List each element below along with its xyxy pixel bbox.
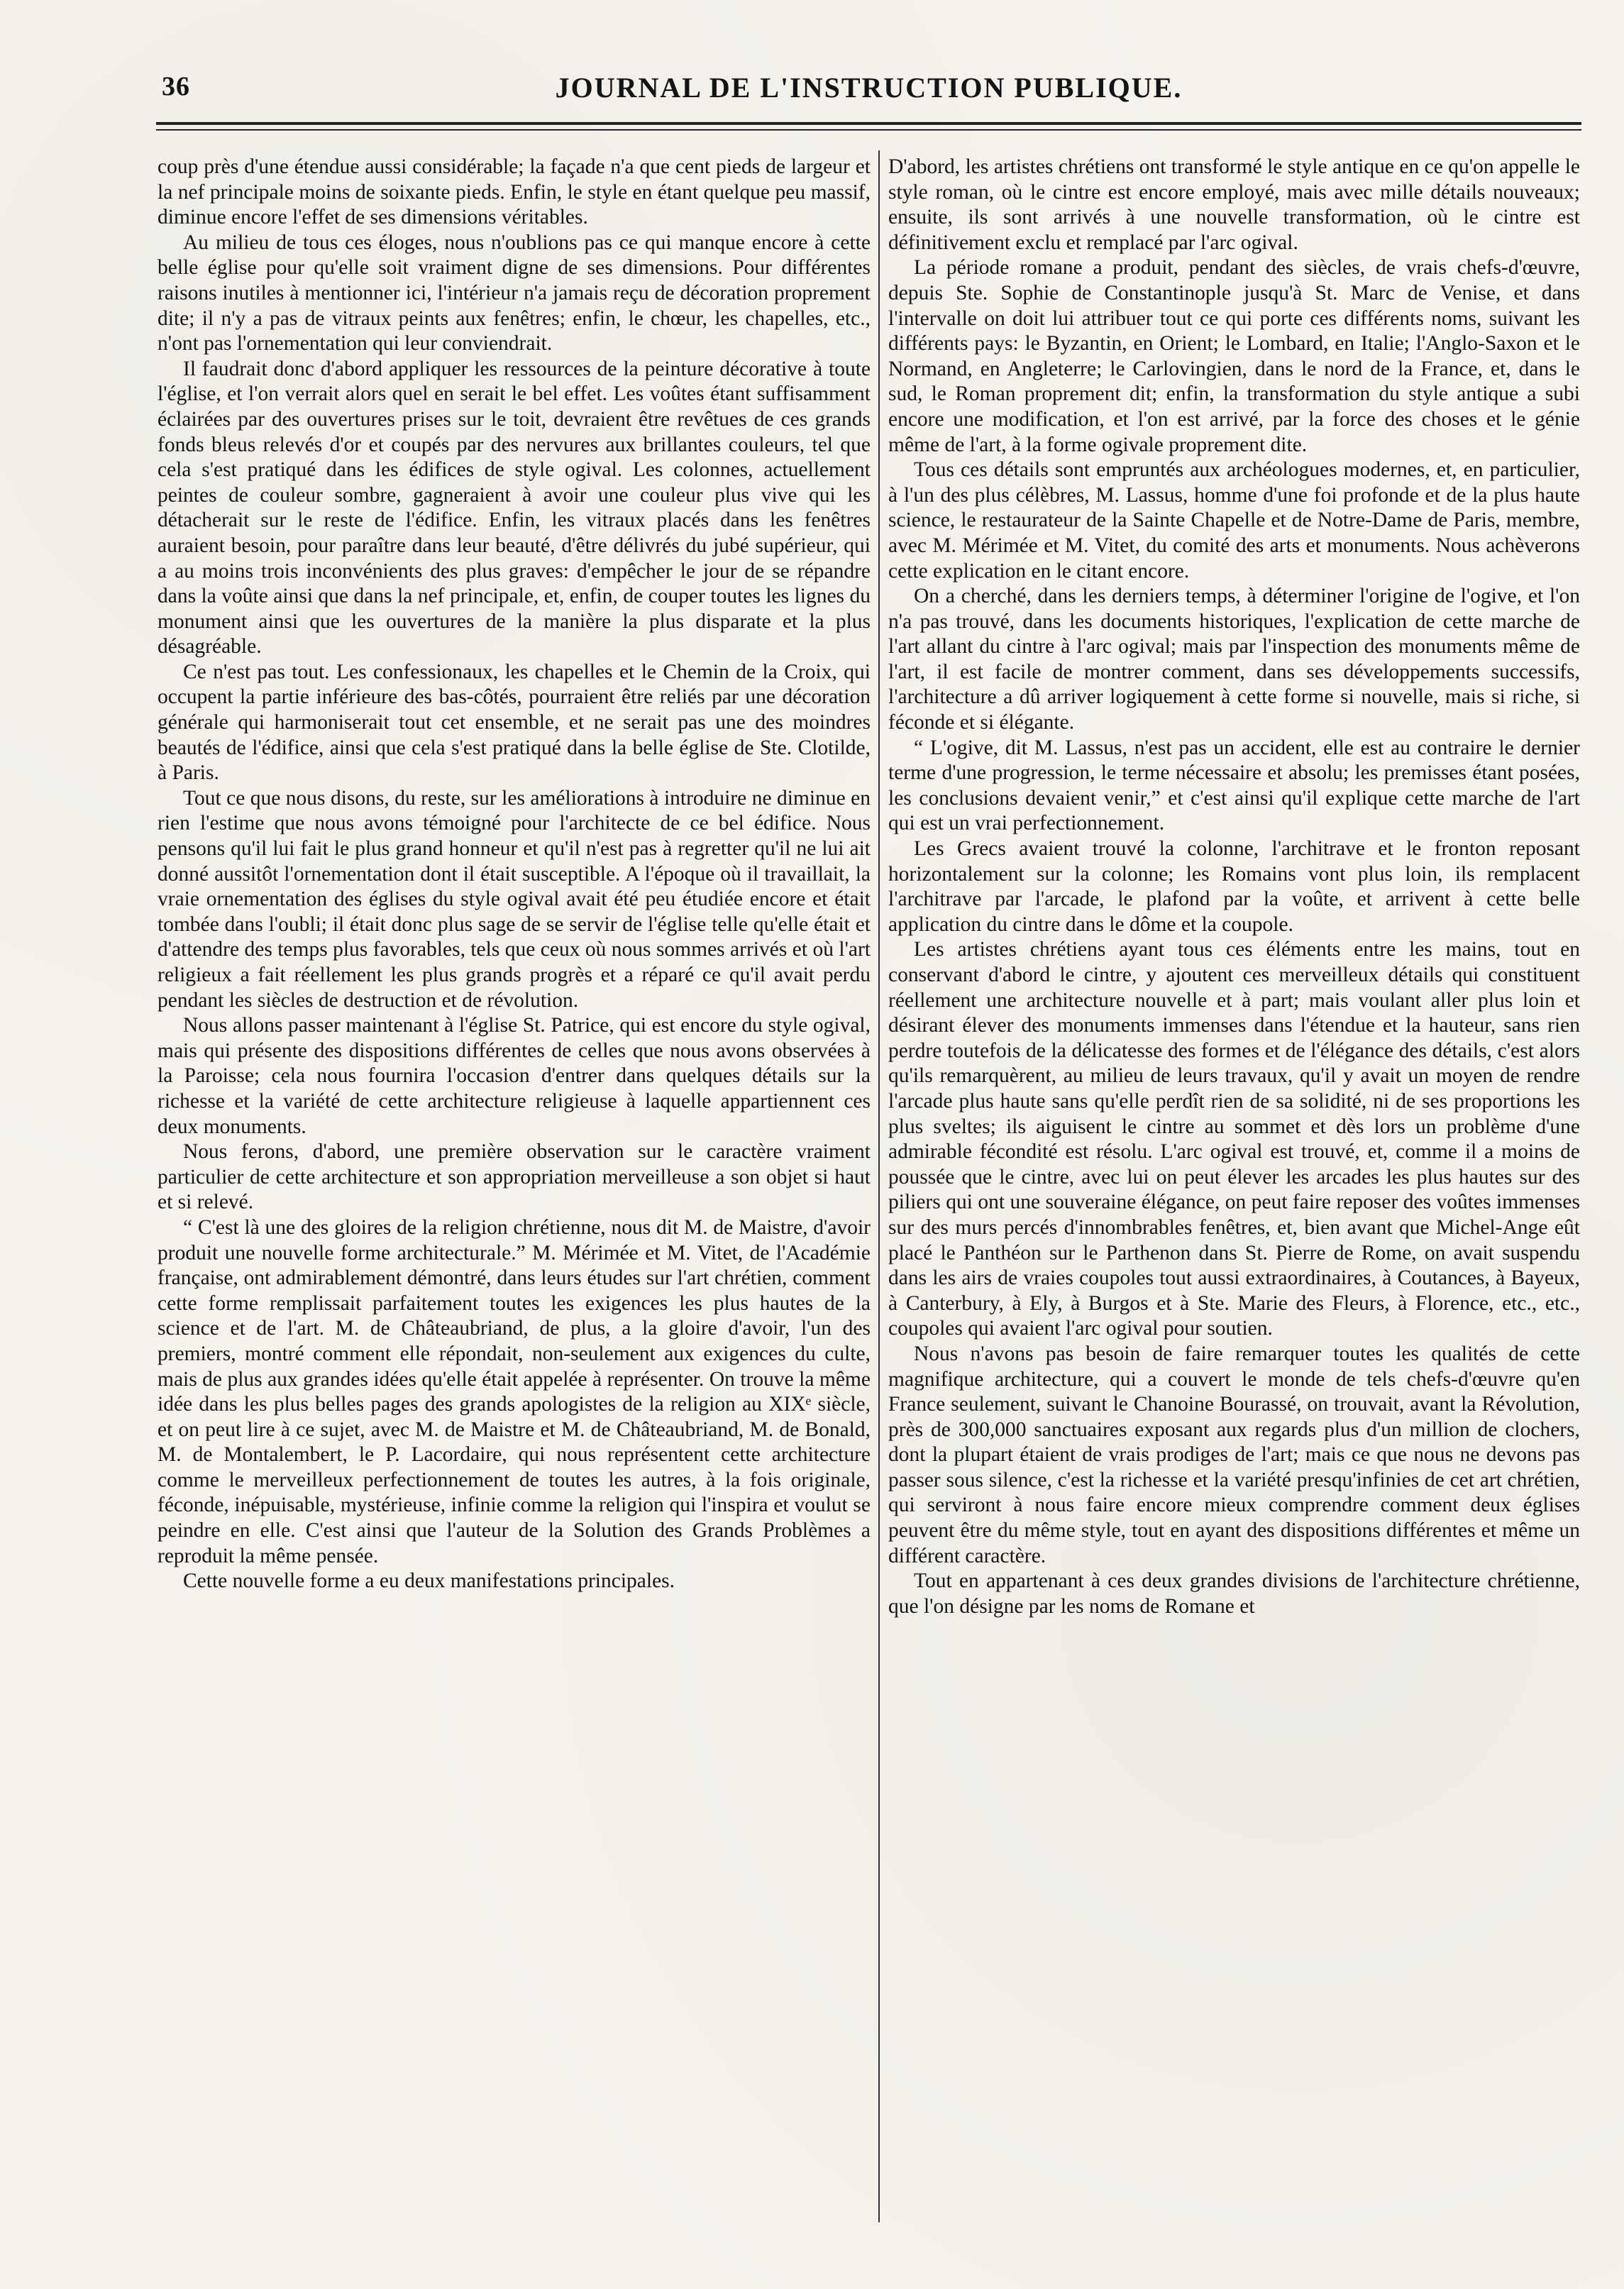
paragraph: Les Grecs avaient trouvé la colonne, l'architrave et le fronton reposant horizontalement sur la colonne; les Romains vont plus loin, ils remplacent l'architrave par l'arcade, le plafond par la voûte, et arrivent à cette belle application du cintre dans le dôme et la coupole. xyxy=(888,837,1580,936)
paragraph: D'abord, les artistes chrétiens ont transformé le style antique en ce qu'on appelle le style roman, où le cintre est encore employé, mais avec mille détails nouveaux; ensuite, ils sont arrivés à une nouvelle transformation, où le cintre est définitivement exclu et remplacé par l'arc ogival. xyxy=(888,155,1580,254)
left-column xyxy=(158,155,871,2248)
paragraph: “ C'est là une des gloires de la religion chrétienne, nous dit M. de Maistre, d'avoir produit une nouvelle forme architecturale.” M. Mérimée et M. Vitet, de l'Académie française, ont admirablement démontré, dans leurs études sur l'art chrétien, comment cette forme remplissait parfaitement toutes les exigences les plus hautes de la science et de l'art. M. de Châteaubriand, de plus, a la gloire d'avoir, l'un des premiers, montré comment elle répondait, non-seulement aux exigences du culte, mais de plus aux grandes idées qu'elle était appelée à représenter. On trouve la même idée dans les plus belles pages des grands apologistes de la religion au XIXᵉ siècle, et on peut lire à ce sujet, avec M. de Maistre et M. de Châteaubriand, M. de Bonald, M. de Montalembert, le P. Lacordaire, qui nous représentent cette architecture comme le merveilleux perfectionnement de toutes les autres, à la fois originale, féconde, inépuisable, mystérieuse, infinie comme la religion qui l'inspira et voulut se peindre en elle. C'est ainsi que l'auteur de la Solution des Grands Problèmes a reproduit la même pensée. xyxy=(158,1215,871,1567)
right-column xyxy=(888,155,1580,2248)
page-header xyxy=(156,71,1581,114)
page-number: 36 xyxy=(162,72,190,101)
paragraph: Nous n'avons pas besoin de faire remarquer toutes les qualités de cette magnifique architecture, qui a couvert le monde de tels chefs-d'œuvre qu'en France seulement, suivant le Chanoine Bourassé, on trouvait, avant la Révolution, près de 300,000 sanctuaires exposant aux regards plus d'un million de clochers, dont la plupart étaient de vrais prodiges de l'art; mais ce que nous ne devons pas passer sous silence, c'est la richesse et la variété presqu'infinies de cet art chrétien, qui serviront à nous faire encore mieux comprendre comment deux églises peuvent être du même style, tout en ayant des dispositions différentes et même un différent caractère. xyxy=(888,1342,1580,1567)
paragraph: Tous ces détails sont empruntés aux archéologues modernes, et, en particulier, à l'un des plus célèbres, M. Lassus, homme d'une foi profonde et de la plus haute science, le restaurateur de la Sainte Chapelle et de Notre-Dame de Paris, membre, avec M. Mérimée et M. Vitet, du comité des arts et monuments. Nous achèverons cette explication en le citant encore. xyxy=(888,458,1580,583)
header-rule xyxy=(156,122,1581,125)
paragraph: Ce n'est pas tout. Les confessionaux, les chapelles et le Chemin de la Croix, qui occupent la partie inférieure des bas-côtés, pourraient être reliés par une décoration générale qui harmoniserait tout cet ensemble, et ne serait pas une des moindres beautés de l'édifice, ainsi que cela s'est pratiqué dans la belle église de Ste. Clotilde, à Paris. xyxy=(158,660,871,785)
paragraph: On a cherché, dans les derniers temps, à déterminer l'origine de l'ogive, et l'on n'a pas trouvé, dans les documents historiques, l'explication de cette marche de l'art allant du cintre à l'arc ogival; mais par l'inspection des monuments même de l'art, il est facile de montrer comment, dans ses développements successifs, l'architecture a dû arriver logiquement à cette forme si nouvelle, mais si riche, si féconde et si élégante. xyxy=(888,585,1580,734)
running-title: JOURNAL DE L'INSTRUCTION PUBLIQUE. xyxy=(555,72,1183,104)
paragraph: Tout en appartenant à ces deux grandes divisions de l'architecture chrétienne, que l'on désigne par les noms de Romane et xyxy=(888,1570,1580,1618)
paragraph: Au milieu de tous ces éloges, nous n'oublions pas ce qui manque encore à cette belle église pour qu'elle soit vraiment digne de ses dimensions. Pour différentes raisons inutiles à mentionner ici, l'intérieur n'a jamais reçu de décoration proprement dite; il n'y a pas de vitraux peints aux fenêtres; enfin, le chœur, les chapelles, etc., n'ont pas l'ornementation qui leur conviendrait. xyxy=(158,231,871,355)
paragraph: Il faudrait donc d'abord appliquer les ressources de la peinture décorative à toute l'église, et l'on verrait alors quel en serait le bel effet. Les voûtes étant suffisamment éclairées par des ouvertures prises sur le toit, devraient être revêtues de ces grands fonds bleus relevés d'or et coupés par des nervures aux brillantes couleurs, tel que cela s'est pratiqué dans les édifices de style ogival. Les colonnes, actuellement peintes de couleur sombre, gagneraient à avoir une couleur plus vive qui les détacherait sur le reste de l'édifice. Enfin, les vitraux placés dans les fenêtres auraient besoin, pour paraître dans leur beauté, d'être délivrés du jubé supérieur, qui a au moins trois inconvénients des plus graves: d'empêcher le jour de se répandre dans la voûte ainsi que dans la nef principale, et, enfin, de couper toutes les lignes du monument ainsi que les ouvertures de la manière la plus disparate et la plus désagréable. xyxy=(158,357,871,658)
header-rule-thin xyxy=(156,129,1581,131)
paragraph: “ L'ogive, dit M. Lassus, n'est pas un accident, elle est au contraire le dernier terme d'une progression, le terme nécessaire et absolu; les premisses étant posées, les conclusions devaient venir,” et c'est ainsi qu'il explique cette marche de l'art qui est un vrai perfectionnement. xyxy=(888,736,1580,835)
paragraph: Nous ferons, d'abord, une première observation sur le caractère vraiment particulier de cette architecture et son appropriation merveilleuse a son objet si haut et si relevé. xyxy=(158,1140,871,1214)
paragraph: Cette nouvelle forme a eu deux manifestations principales. xyxy=(183,1570,675,1593)
paragraph: Tout ce que nous disons, du reste, sur les améliorations à introduire ne diminue en rien l'estime que nous avons témoigné pour l'architecte de ce bel édifice. Nous pensons qu'il lui fait le plus grand honneur et qu'il n'est pas à regretter qu'il ne lui ait donné aussitôt l'ornementation dont il était susceptible. A l'époque où il travaillait, la vraie ornementation des églises du style ogival avait été peu étudiée encore et était tombée dans l'oubli; il était donc plus sage de se servir de l'église telle qu'elle était et d'attendre des temps plus favorables, tels que ceux où nous sommes arrivés et où l'art religieux a fait réellement les plus grands progrès et a réparé ce qu'il avait perdu pendant les siècles de destruction et de révolution. xyxy=(158,786,871,1012)
paragraph: Nous allons passer maintenant à l'église St. Patrice, qui est encore du style ogival, mais qui présente des dispositions différentes de celles que nous avons observées à la Paroisse; cela nous fournira l'occasion d'entrer dans quelques détails sur la richesse et la variété de cette architecture religieuse à laquelle appartiennent ces deux monuments. xyxy=(158,1014,871,1138)
paragraph: La période romane a produit, pendant des siècles, de vrais chefs-d'œuvre, depuis Ste. Sophie de Constantinople jusqu'à St. Marc de Venise, et dans l'intervalle on doit lui attribuer tout ce qui porte ces différents noms, suivant les différents pays: le Byzantin, en Orient; le Lombard, en Italie; l'Anglo-Saxon et le Normand, en Angleterre; le Carlovingien, dans le nord de la France, et, dans le sud, le Roman proprement dit; enfin, la transformation du style antique a subi encore une modification, et l'on est arrivé, par la force des choses et le génie même de l'art, à la forme ogivale proprement dite. xyxy=(888,256,1580,456)
column-divider xyxy=(878,150,880,2222)
paragraph: coup près d'une étendue aussi considérable; la façade n'a que cent pieds de largeur et la nef principale moins de soixante pieds. Enfin, le style en étant quelque peu massif, diminue encore l'effet de ses dimensions véritables. xyxy=(158,155,871,229)
paragraph: Les artistes chrétiens ayant tous ces éléments entre les mains, tout en conservant d'abord le cintre, y ajoutent ces merveilleux détails qui constituent réellement une architecture nouvelle et à part; mais voulant aller plus loin et désirant élever des monuments immenses dans l'étendue et la hauteur, sans rien perdre toutefois de la délicatesse des formes et de l'élégance des détails, c'est alors qu'ils remarquèrent, au milieu de leurs travaux, qu'il y avait un moyen de rendre l'arcade plus haute sans qu'elle perdît rien de sa solidité, ni de ses proportions les plus sveltes; ils aiguisent le cintre au sommet et dès lors un problème d'une admirable fécondité est résolu. L'arc ogival est trouvé, et, comme il a moins de poussée que le cintre, avec lui on peut élever les arcades les plus hautes sur des piliers qui ont une souveraine élégance, on peut faire reposer des voûtes immenses sur des murs percés d'innombrables fenêtres, et, bien avant que Michel-Ange eût placé le Panthéon sur le Parthenon dans St. Pierre de Rome, on avait suspendu dans les airs de vraies coupoles tout aussi extraordinaires, à Coutances, à Bayeux, à Canterbury, à Ely, à Burgos et à Ste. Marie des Fleurs, à Florence, etc., etc., coupoles qui avaient l'arc ogival pour soutien. xyxy=(888,938,1580,1340)
